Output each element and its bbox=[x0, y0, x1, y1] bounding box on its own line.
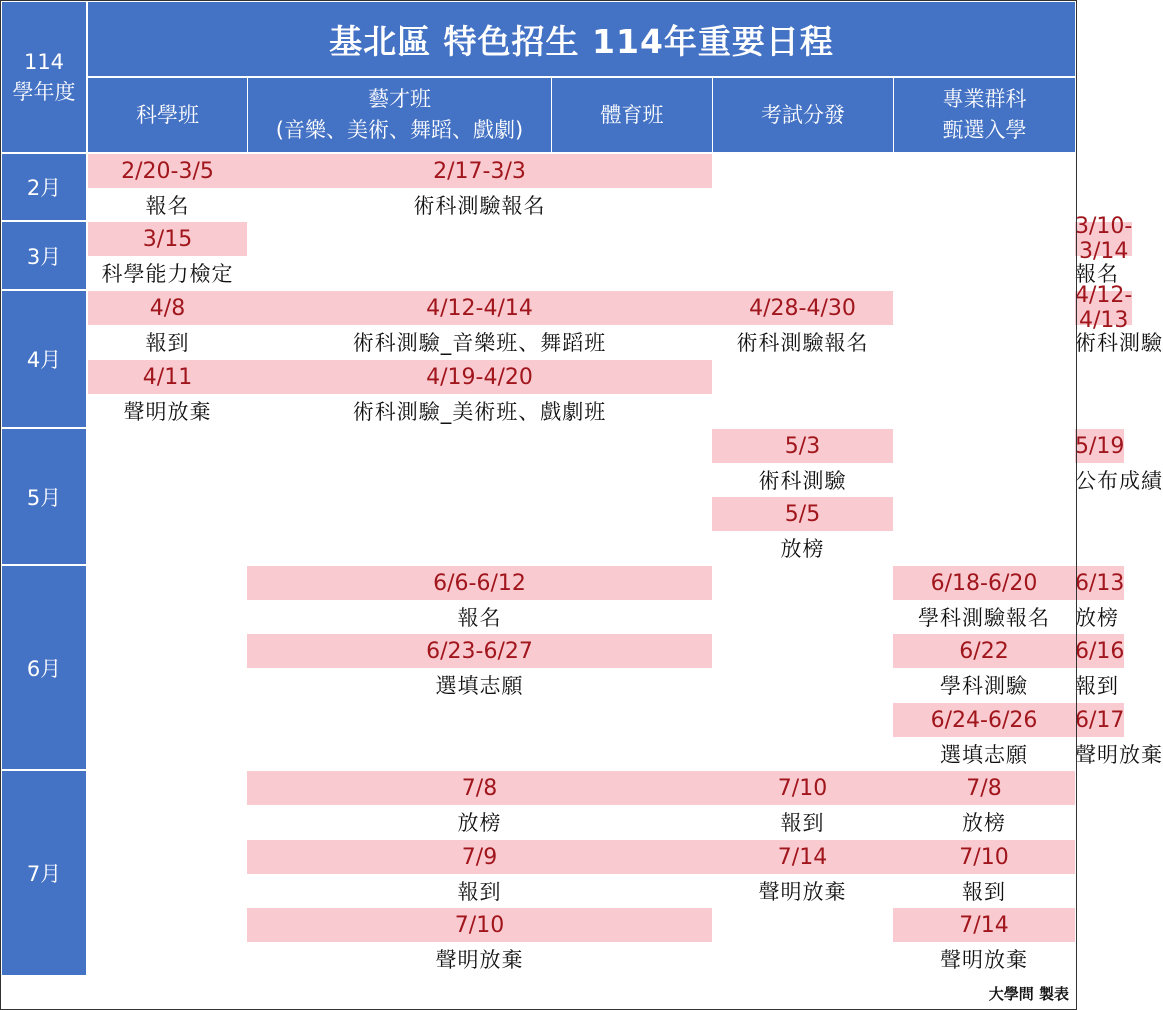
entry-date: 7/14 bbox=[893, 908, 1075, 942]
entry-date: 7/10 bbox=[712, 771, 893, 805]
column-header bbox=[248, 78, 551, 152]
entry-event: 放榜 bbox=[962, 811, 1006, 835]
month-label: 7月 bbox=[2, 771, 86, 975]
entry-date: 4/28-4/30 bbox=[712, 291, 893, 325]
entry-date: 6/17 bbox=[1075, 703, 1124, 737]
entry-event: 報名 bbox=[1075, 262, 1119, 286]
entry-date: 6/18-6/20 bbox=[893, 566, 1075, 600]
month-label: 6月 bbox=[2, 566, 86, 769]
column-header-line: 科學班 bbox=[136, 102, 199, 127]
month-label: 4月 bbox=[2, 291, 86, 427]
entry-event: 報名 bbox=[457, 606, 502, 630]
academic-year-label: 學年度 bbox=[12, 80, 76, 104]
page-title: 基北區 特色招生 114年重要日程 bbox=[88, 2, 1075, 76]
entry-date: 4/19-4/20 bbox=[247, 360, 712, 394]
entry-event: 選填志願 bbox=[435, 674, 524, 698]
entry-event: 聲明放棄 bbox=[758, 880, 847, 904]
column-header bbox=[713, 78, 893, 152]
entry-event: 學科測驗 bbox=[940, 674, 1028, 698]
entry-date: 7/10 bbox=[247, 908, 712, 942]
entry-date: 4/12-4/14 bbox=[247, 291, 712, 325]
entry-event: 報到 bbox=[1075, 674, 1119, 698]
column-header bbox=[894, 78, 1075, 152]
entry-date: 3/10-3/14 bbox=[1075, 214, 1133, 264]
entry-date: 7/8 bbox=[893, 771, 1075, 805]
entry-date: 6/6-6/12 bbox=[247, 566, 712, 600]
entry-date: 4/11 bbox=[88, 360, 247, 394]
entry-event: 放榜 bbox=[1075, 606, 1119, 630]
column-header-subline: (音樂、美術、舞蹈、戲劇) bbox=[275, 118, 524, 142]
entry-event: 放榜 bbox=[780, 537, 825, 561]
entry-event: 術科測驗報名 bbox=[736, 331, 869, 355]
entry-date: 6/13 bbox=[1075, 566, 1124, 600]
entry-event: 科學能力檢定 bbox=[101, 262, 234, 286]
academic-year-number: 114 bbox=[23, 50, 65, 74]
month-label: 2月 bbox=[2, 154, 86, 220]
column-header-line: 考試分發 bbox=[761, 102, 845, 127]
entry-event: 聲明放棄 bbox=[940, 948, 1028, 972]
entry-date: 5/19 bbox=[1075, 429, 1124, 463]
column-header-line: 專業群科 bbox=[942, 87, 1027, 111]
entry-event: 聲明放棄 bbox=[435, 948, 524, 972]
entry-event: 放榜 bbox=[457, 811, 502, 835]
entry-date: 6/23-6/27 bbox=[247, 634, 712, 668]
entry-date: 5/3 bbox=[712, 429, 893, 463]
academic-year-corner bbox=[2, 2, 86, 152]
entry-date: 4/12-4/13 bbox=[1075, 283, 1133, 333]
column-header-line: 體育班 bbox=[600, 102, 664, 127]
entry-date: 2/17-3/3 bbox=[247, 154, 712, 188]
entry-event: 公布成績 bbox=[1075, 469, 1163, 493]
entry-date: 7/14 bbox=[712, 840, 893, 874]
entry-event: 術科測驗 bbox=[1075, 331, 1163, 355]
month-label: 5月 bbox=[2, 429, 86, 564]
column-header-line: 藝才班 bbox=[368, 87, 431, 111]
entry-event: 報到 bbox=[145, 331, 190, 355]
entry-event: 報到 bbox=[457, 880, 502, 904]
entry-event: 報到 bbox=[962, 880, 1006, 904]
entry-event: 術科測驗_美術班、戲劇班 bbox=[352, 400, 607, 424]
entry-date: 7/8 bbox=[247, 771, 712, 805]
entry-event: 聲明放棄 bbox=[123, 400, 212, 424]
entry-date: 7/9 bbox=[247, 840, 712, 874]
entry-date: 6/16 bbox=[1075, 634, 1124, 668]
credit-note: 大學問 製表 bbox=[988, 985, 1069, 1003]
entry-event: 術科測驗 bbox=[758, 469, 847, 493]
entry-date: 3/15 bbox=[88, 222, 247, 256]
entry-event: 聲明放棄 bbox=[1075, 743, 1163, 767]
entry-date: 7/10 bbox=[893, 840, 1075, 874]
column-header-subline: 甄選入學 bbox=[942, 118, 1027, 142]
entry-event: 學科測驗報名 bbox=[918, 606, 1050, 630]
entry-date: 2/20-3/5 bbox=[88, 154, 247, 188]
column-header bbox=[552, 78, 712, 152]
column-header bbox=[88, 78, 247, 152]
entry-date: 6/24-6/26 bbox=[893, 703, 1075, 737]
entry-event: 術科測驗報名 bbox=[413, 194, 546, 218]
entry-date: 4/8 bbox=[88, 291, 247, 325]
entry-event: 報名 bbox=[145, 194, 190, 218]
entry-event: 報到 bbox=[780, 811, 825, 835]
month-label: 3月 bbox=[2, 222, 86, 289]
entry-date: 6/22 bbox=[893, 634, 1075, 668]
entry-date: 5/5 bbox=[712, 497, 893, 531]
entry-event: 選填志願 bbox=[940, 743, 1028, 767]
entry-event: 術科測驗_音樂班、舞蹈班 bbox=[352, 331, 607, 355]
